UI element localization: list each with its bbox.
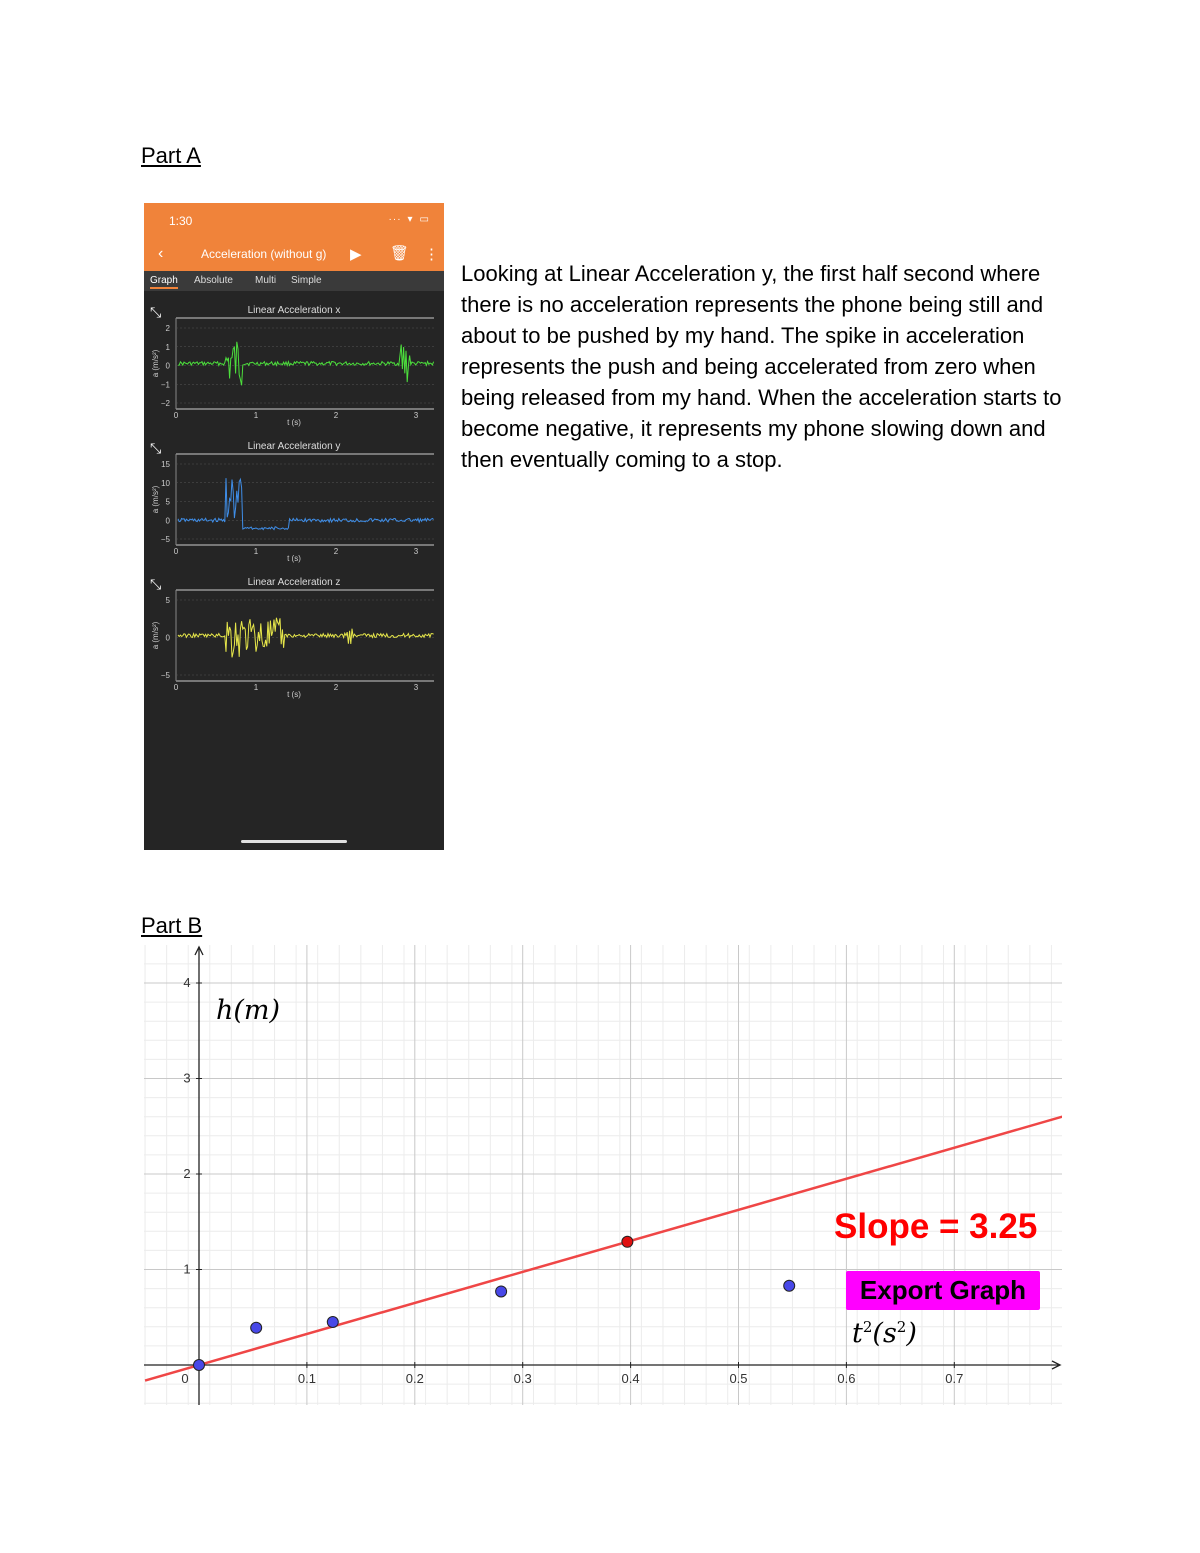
data-point — [251, 1322, 262, 1333]
x-tick-label: 1 — [253, 547, 259, 556]
x-axis-title-mid: (s — [872, 1318, 897, 1349]
status-time: 1:30 — [169, 214, 193, 228]
x-axis-label: t (s) — [287, 690, 301, 699]
expand-icon: ⤡ — [150, 441, 162, 457]
y-tick-label: 3 — [183, 1070, 191, 1086]
y-axis-label: a (m/s²) — [151, 485, 160, 514]
expand-icon: ⤡ — [150, 577, 162, 593]
regression-graph — [144, 945, 1062, 1405]
tab-absolute[interactable]: Absolute — [194, 275, 233, 286]
x-axis-title-base: t — [852, 1318, 863, 1349]
y-axis-label: a (m/s²) — [151, 621, 160, 650]
plot-title: Linear Acceleration y — [247, 441, 341, 452]
y-tick-label: 10 — [161, 478, 170, 488]
x-tick-label: 0.6 — [837, 1371, 856, 1386]
tab-simple[interactable]: Simple — [291, 275, 322, 286]
x-tick-label: 1 — [253, 411, 259, 420]
y-tick-label: 4 — [183, 975, 191, 990]
x-tick-label: 2 — [333, 683, 339, 692]
x-tick-label: 0.7 — [945, 1371, 964, 1386]
y-tick-label: 0 — [165, 516, 170, 526]
y-tick-label: 15 — [161, 460, 170, 469]
expand-icon: ⤡ — [150, 305, 162, 321]
tab-bar — [144, 271, 444, 291]
fit-line — [145, 1117, 1062, 1381]
y-tick-label: 5 — [165, 596, 170, 605]
data-point — [784, 1280, 795, 1291]
y-axis-title-text: h(m) — [216, 995, 281, 1026]
app-title: Acceleration (without g) — [201, 247, 327, 261]
data-point — [194, 1360, 205, 1371]
phone-screenshot — [144, 203, 444, 850]
y-tick-label: −1 — [160, 380, 170, 390]
more-options-icon[interactable]: ⋮ — [424, 246, 439, 263]
x-tick-label: 0.5 — [729, 1371, 748, 1386]
data-point — [327, 1317, 338, 1328]
export-graph-button[interactable]: Export Graph — [846, 1271, 1040, 1310]
x-axis-title — [852, 1318, 917, 1349]
part-a-explanation: Looking at Linear Acceleration y, the first half second where there is no acceleration represents the phone being still and about to be pushed by my hand. The spike in acceleration represents the push and being accelerated from zero when being released from my hand. When the acceleration starts to become negative, it represents my phone slowing down and then eventually coming to a stop. — [461, 261, 1062, 472]
app-bar — [144, 239, 444, 271]
signal-wifi-battery-icon: ··· ▾ ▭ — [388, 214, 430, 225]
x-tick-label: 0 — [173, 683, 179, 692]
slope-label: Slope = 3.25 — [834, 1207, 1038, 1246]
x-axis-title-sup: 2 — [862, 1318, 873, 1336]
x-tick-label: 1 — [253, 683, 259, 692]
acceleration-plot-2 — [150, 441, 434, 563]
y-axis-label: a (m/s²) — [151, 349, 160, 378]
x-tick-label: 0 — [181, 1371, 189, 1386]
acceleration-plot-1 — [150, 305, 434, 427]
plot-title: Linear Acceleration z — [247, 577, 341, 588]
y-tick-label: 1 — [183, 1261, 191, 1277]
x-tick-label: 3 — [413, 683, 419, 692]
status-bar — [144, 203, 444, 239]
acceleration-trace — [178, 342, 434, 386]
data-point — [622, 1236, 633, 1247]
y-tick-label: 2 — [165, 324, 170, 333]
x-axis-title-sup2: 2 — [896, 1318, 907, 1336]
y-tick-label: −5 — [160, 535, 170, 544]
x-tick-label: 3 — [413, 547, 419, 556]
x-tick-label: 0.1 — [297, 1371, 316, 1386]
y-tick-label: 1 — [165, 342, 170, 352]
x-tick-label: 2 — [333, 547, 339, 556]
x-tick-label: 0.4 — [621, 1371, 640, 1386]
x-tick-label: 0 — [173, 547, 179, 556]
x-axis-label: t (s) — [287, 554, 301, 563]
home-indicator — [241, 840, 347, 843]
play-icon[interactable]: ▶ — [350, 246, 362, 263]
y-tick-label: 0 — [165, 361, 170, 371]
x-tick-label: 0.3 — [513, 1371, 532, 1386]
x-tick-label: 0 — [173, 411, 179, 420]
y-axis-title — [216, 995, 280, 1026]
x-axis-label: t (s) — [287, 418, 301, 427]
y-tick-label: −5 — [160, 671, 170, 680]
x-tick-label: 3 — [413, 411, 419, 420]
x-axis-title-end: ) — [906, 1318, 917, 1349]
part-a-heading: Part A — [141, 143, 201, 168]
data-point — [496, 1286, 507, 1297]
y-tick-label: −2 — [160, 399, 170, 408]
y-tick-label: 0 — [165, 633, 170, 643]
tab-multi[interactable]: Multi — [255, 275, 277, 286]
tab-graph[interactable]: Graph — [150, 275, 178, 289]
y-tick-label: 5 — [165, 497, 170, 507]
trash-icon[interactable]: 🗑 — [390, 245, 410, 262]
x-tick-label: 0.2 — [405, 1371, 424, 1386]
part-b-heading: Part B — [141, 913, 203, 938]
back-icon[interactable]: ‹ — [158, 245, 164, 262]
phone-plots — [144, 291, 444, 831]
acceleration-plot-3 — [150, 577, 434, 699]
y-tick-label: 2 — [183, 1166, 191, 1181]
plot-title: Linear Acceleration x — [247, 305, 341, 316]
acceleration-trace — [178, 478, 434, 529]
x-tick-label: 2 — [333, 411, 339, 420]
